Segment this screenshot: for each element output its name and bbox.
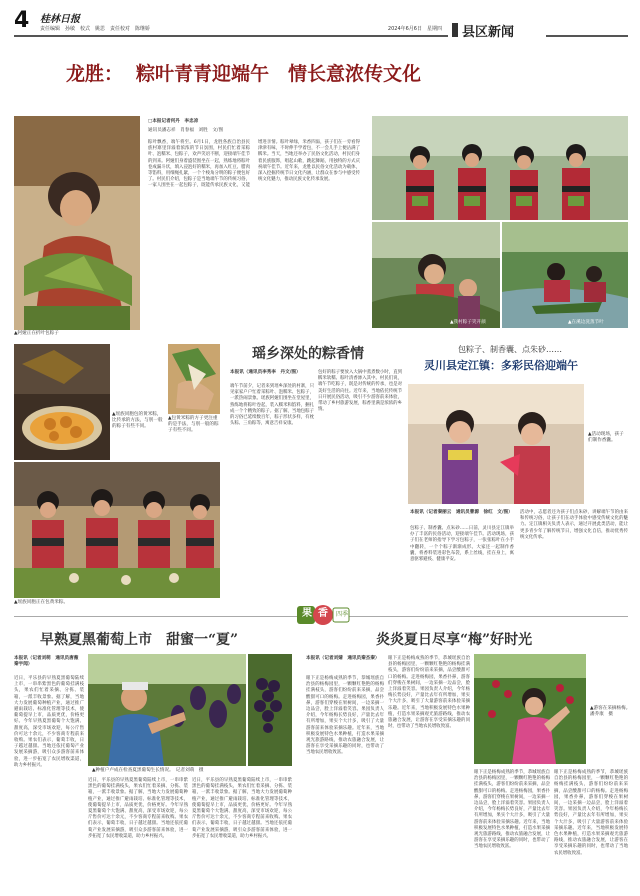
lingchuan-headline: 灵川县定江镇：多彩民俗迎端午: [424, 359, 578, 372]
lingchuan-body-right: 活动中，志愿者还为孩子们点朱砂，讲解端午节的由来和传统习俗，让孩子们在动手体验中感受传统文化的魅力。定江镇相关负责人表示，通过开展此类活动，能让更多青少年了解传统节日，增强文化自信，推动优秀传统文化传承。: [520, 510, 628, 540]
grape-headline: 早熟夏黑葡萄上市 甜蜜一“夏”: [40, 632, 239, 648]
issue-date: 2024年6月6日 星期四: [387, 26, 442, 32]
lead-photo-weaving: [14, 116, 140, 330]
plum-byline: 本报讯（记者刘婧 通讯员秦杰秦）: [306, 656, 380, 661]
header-rule-right: [546, 35, 628, 37]
lingchuan-body-left: 包粽子、制香囊、点朱砂……日前，灵川县定江镇举办了丰富的民俗活动，迎接端午佳节。活动现场，孩子们在老师的指导下学习包粽子，一张张粽叶在小手中翻转，一个个粽子渐渐成形。大家还一起制作香囊，将香料装进彩色布袋，系上丝线，挂在身上，寓意驱邪避疫、健康平安。: [410, 526, 514, 563]
lead-photo-group: [372, 116, 628, 220]
lead-article-body: 粽叶飘香，端午将至。6月1日，龙胜各族自治县民族村寨里洋溢着浓浓的节日氛围，村民们忙着采粽叶、泡糯米、包粽子，欢声笑语不断，迎接端午佳节的到来。阿娅们身着盛装围坐在一起，熟练地将粽叶卷成漏斗状，填入浸泡好的糯米，再加入红豆、腊肉等馅料，用细绳扎紧，一个个棱角分明的粽子便包好了。村民们介绍，包粽子是当地端午节的传统习俗，一家人围坐在一起包粽子，既能传承民族文化，又能增进亲情。粽叶翠绿，米香四溢，孩子们在一旁看得津津有味，不时伸手学着包，不一会儿手上便沾满了糯米。当天，当地还举办了民俗文化活动，村民们身着民族服饰，唱起山歌，跳起舞蹈，用独特的方式庆祝端午佳节。近年来，龙胜以民俗文化活动为载体，深入挖掘传统节日文化内涵，让群众在参与中感受传统文化魅力，推动民族文化传承发展。: [148, 140, 360, 189]
section-title: 县区新闻: [462, 25, 515, 40]
fruit-logo-char3: 四季: [335, 611, 348, 618]
page-number: 4: [14, 8, 30, 33]
grape-caption: ▲种植户卢成在检查夏黑葡萄生长情况。 记者刘萌 摄: [92, 768, 204, 773]
plum-body-col2: 眼下正是杨梅成熟的季节，恭城瑶族自治县的杨梅园里，一颗颗红艳艳的杨梅挂满枝头，游客们纷纷前来采摘，品尝酸甜可口的杨梅。走进杨梅园，果香扑鼻，游客们穿梭在果树间，一边采摘一边品尝，脸上洋溢着笑容。果园负责人介绍，今年杨梅长势良好，产量比去年有所增加，果实个大汁多，吸引了大量游客前来体验采摘乐趣。近年来，当地积极发展特色水果种植，打造水果采摘观光旅游路线，推动农旅融合发展，让游客在享受采摘乐趣的同时，也带动了当地农民增收致富。: [388, 656, 470, 730]
lingchuan-byline: 本报讯（记者秦丽云 通讯员曹源 徐红 文/图）: [410, 510, 513, 515]
yao-body-left: 端午节前夕，记者来到瑶乡深处的村寨，只见家家户户忙着采粽叶、泡糯米、包粽子，一派热闹景象。瑶族阿娅们围坐在堂屋里，熟练地将粽叶卷起，装入糯米和馅料，捆扎成一个个精致的粽子。据了解，当地包粽子的习俗已延续数百年，粽子形状多样，有枕头粽、三角粽等，寓意吉祥安康。: [230, 384, 314, 427]
grape-body-col1: 近日，平乐县的早熟夏黑葡萄陆续上市，一串串紫黑色的葡萄挂满枝头，果农们忙着采摘、分拣、装箱，一派丰收景象。据了解，当地大力发展葡萄种植产业，通过推广避雨栽培、标准化管理等技术，使葡萄提早上市，品质更优，价格更好。今年早熟夏黑葡萄个大饱满、甜度高，深受市场欢迎，每公斤售价可达十余元，不少客商专程前来收购。果农们表示，葡萄丰收，日子越过越甜。当地还依托葡萄产业发展采摘游，吸引众多游客前来体验，进一步拓宽了农民增收渠道，助力乡村振兴。: [14, 676, 84, 768]
lingchuan-caption: ▲活动现场，孩子们制作香囊。: [588, 432, 624, 443]
grape-byline: 本报讯（记者刘萌 通讯员唐薇 秦宇闻）: [14, 656, 83, 667]
yao-caption-bottom: ▲瑶族同胞正在包黄米粽。: [14, 600, 69, 605]
yao-body-right: 包好的粽子要放入大锅中蒸煮数小时，直到糯米软糯、粽叶清香渗入其中。村民们说，端午节吃粽子，既是对传统的传承，也是对美好生活的向往。近年来，当地依托传统节日开展民俗活动，吸引不少游客前来体验，带动了乡村旅游发展，粽香里满是浓浓的乡情。: [318, 370, 402, 413]
yao-photo-hands: [168, 344, 220, 414]
grape-body-col2: 近日，平乐县的早熟夏黑葡萄陆续上市，一串串紫黑色的葡萄挂满枝头，果农们忙着采摘、分拣、装箱，一派丰收景象。据了解，当地大力发展葡萄种植产业，通过推广避雨栽培、标准化管理等技术，使葡萄提早上市，品质更优，价格更好。今年早熟夏黑葡萄个大饱满、甜度高，深受市场欢迎，每公斤售价可达十余元，不少客商专程前来收购。果农们表示，葡萄丰收，日子越过越甜。当地还依托葡萄产业发展采摘游，吸引众多游客前来体验，进一步拓宽了农民增收渠道，助力乡村振兴。: [88, 778, 188, 839]
grape-body-col3: 近日，平乐县的早熟夏黑葡萄陆续上市，一串串紫黑色的葡萄挂满枝头，果农们忙着采摘、分拣、装箱，一派丰收景象。据了解，当地大力发展葡萄种植产业，通过推广避雨栽培、标准化管理等技术，使葡萄提早上市，品质更优，价格更好。今年早熟夏黑葡萄个大饱满、甜度高，深受市场欢迎，每公斤售价可达十余元，不少客商专程前来收购。果农们表示，葡萄丰收，日子越过越甜。当地还依托葡萄产业发展采摘游，吸引众多游客前来体验，进一步拓宽了农民增收渠道，助力乡村振兴。: [192, 778, 292, 839]
section-marker-icon: [452, 23, 458, 37]
grape-photo-grapes: [248, 654, 292, 766]
lead-photo-river: [502, 222, 628, 328]
lead-photo-child: [372, 222, 500, 328]
lead-headline: 粽叶青青迎端午 情长意浓传文化: [136, 63, 422, 85]
lead-photo-caption: ▲阿娅正在折叶包粽子: [14, 331, 59, 336]
newspaper-logo: 桂林日报: [40, 14, 80, 25]
yao-photo-zongzi-plate: [14, 344, 110, 460]
yao-caption-left: ▲瑶族同胞包的黄米粽，比传承的方法，与别一般的粽子有些不同。: [112, 412, 163, 429]
yao-photo-group: [14, 462, 220, 598]
lead-caption-river: ▲在溪边洗蒸节叶: [568, 320, 604, 325]
lead-kicker: 龙胜：: [66, 63, 124, 85]
lingchuan-kicker: 包粽子、制香囊、点朱砂……: [458, 345, 562, 354]
plum-body-col3: 眼下正是杨梅成熟的季节，恭城瑶族自治县的杨梅园里，一颗颗红艳艳的杨梅挂满枝头，游客们纷纷前来采摘，品尝酸甜可口的杨梅。走进杨梅园，果香扑鼻，游客们穿梭在果树间，一边采摘一边品尝，脸上洋溢着笑容。果园负责人介绍，今年杨梅长势良好，产量比去年有所增加，果实个大汁多，吸引了大量游客前来体验采摘乐趣。近年来，当地积极发展特色水果种植，打造水果采摘观光旅游路线，推动农旅融合发展，让游客在享受采摘乐趣的同时，也带动了当地农民增收致富。: [474, 770, 550, 850]
fruit-logo-char1: 果: [302, 608, 312, 619]
plum-body-col1: 眼下正是杨梅成熟的季节，恭城瑶族自治县的杨梅园里，一颗颗红艳艳的杨梅挂满枝头，游客们纷纷前来采摘，品尝酸甜可口的杨梅。走进杨梅园，果香扑鼻，游客们穿梭在果树间，一边采摘一边品尝，脸上洋溢着笑容。果园负责人介绍，今年杨梅长势良好，产量比去年有所增加，果实个大汁多，吸引了大量游客前来体验采摘乐趣。近年来，当地积极发展特色水果种植，打造水果采摘观光旅游路线，推动农旅融合发展，让游客在享受采摘乐趣的同时，也带动了当地农民增收致富。: [306, 676, 384, 756]
plum-caption: ▲游客在采摘杨梅。 潘乔康 摄: [590, 706, 633, 717]
editor-credits: 责任编辑 孙敏 校式 姚思 责任校对 陈继娇: [40, 26, 151, 32]
plum-headline: 炎炎夏日尽享“梅”好时光: [376, 632, 533, 648]
lead-byline-reporter: □本报记者何丹 李忠凉: [148, 119, 199, 124]
lead-byline-correspondent: 通讯员潘志祥 肖春福 刘胜 文/图: [148, 128, 224, 133]
yao-headline: 瑶乡深处的粽香情: [252, 346, 364, 362]
plum-photo-picking: [474, 654, 586, 764]
lead-caption-child: ▲我村粽子笑开颜: [450, 320, 486, 325]
lingchuan-photo-children: [408, 384, 584, 504]
yao-caption-right: ▲包黄米粽的方子更注重的是手法，与别一般的粽子有些不同。: [168, 416, 219, 433]
plum-body-col4: 眼下正是杨梅成熟的季节，恭城瑶族自治县的杨梅园里，一颗颗红艳艳的杨梅挂满枝头，游客们纷纷前来采摘，品尝酸甜可口的杨梅。走进杨梅园，果香扑鼻，游客们穿梭在果树间，一边采摘一边品尝，脸上洋溢着笑容。果园负责人介绍，今年杨梅长势良好，产量比去年有所增加，果实个大汁多，吸引了大量游客前来体验采摘乐趣。近年来，当地积极发展特色水果种植，打造水果采摘观光旅游路线，推动农旅融合发展，让游客在享受采摘乐趣的同时，也带动了当地农民增收致富。: [554, 770, 628, 856]
yao-byline: 本报讯（通讯员李秀李 丹文/图）: [230, 370, 301, 375]
header-rule: [14, 35, 448, 37]
fruit-logo-char2: 香: [318, 608, 328, 619]
grape-photo-farmer: [88, 654, 246, 766]
